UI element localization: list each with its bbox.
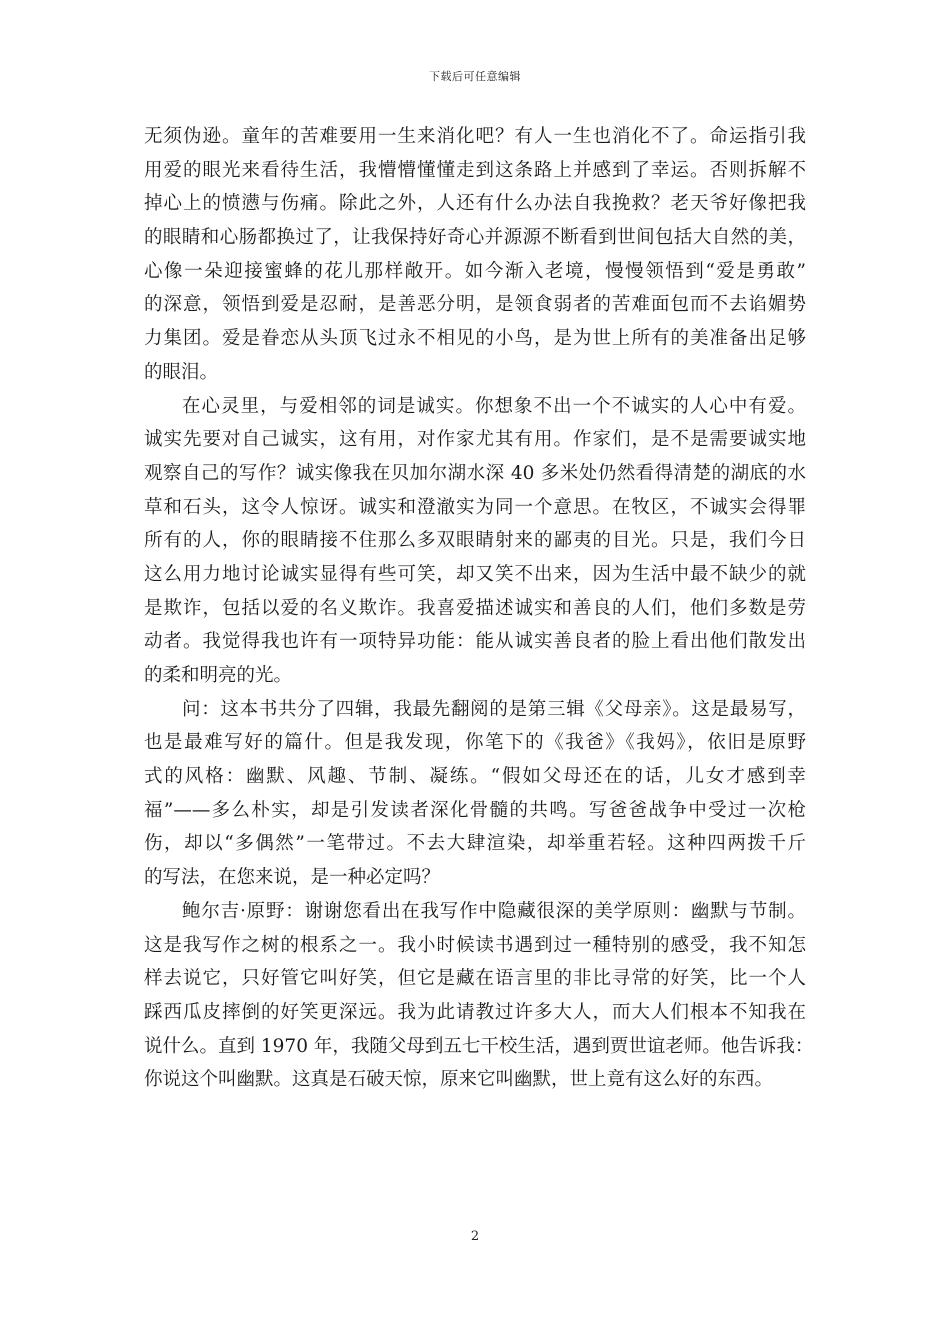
paragraph-line: 无须伪逊。童年的苦难要用一生来消化吧？有人一生也消化不了。命运指引我 [144, 126, 806, 147]
paragraph-line: 心像一朵迎接蜜蜂的花儿那样敞开。如今渐入老境，慢慢领悟到“爱是勇敢” [144, 260, 806, 282]
paragraph-line: 的眼泪。 [144, 361, 219, 383]
paragraph-line: 说什么。直到 1970 年，我随父母到五七干校生活，遇到贾世谊老师。他告诉我： [144, 1035, 814, 1057]
paragraph-line: 福”——多么朴实，却是引发读者深化骨髓的共鸣。写爸爸战争中受过一次枪 [144, 799, 806, 821]
page-number: 2 [470, 1229, 480, 1244]
paragraph-line: 用爱的眼光来看待生活，我懵懵懂懂走到这条路上并感到了幸运。否则拆解不 [144, 159, 806, 181]
paragraph-line: 诚实先要对自己诚实，这有用，对作家尤其有用。作家们，是不是需要诚实地 [144, 429, 806, 451]
document-body [144, 120, 814, 1097]
paragraph-line: 观察自己的写作？诚实像我在贝加尔湖水深 40 多米处仍然看得清楚的湖底的水 [144, 462, 806, 484]
paragraph-line: 的眼睛和心肠都换过了，让我保持好奇心并源源不断看到世间包括大自然的美， [144, 227, 806, 249]
paragraph-line: 式的风格：幽默、风趣、节制、凝练。“假如父母还在的话，儿女才感到幸 [144, 766, 806, 788]
page-header: 下载后可任意编辑 [429, 70, 521, 83]
paragraph-line: 是欺诈，包括以爱的名义欺诈。我喜爱描述诚实和善良的人们，他们多数是劳 [144, 597, 806, 619]
paragraph-line: 的柔和明亮的光。 [144, 665, 293, 686]
paragraph-line: 在心灵里，与爱相邻的词是诚实。你想象不出一个不诚实的人心中有爱。 [182, 395, 806, 417]
paragraph-line: 这是我写作之树的根系之一。我小时候读书遇到过一種特别的感受，我不知怎 [144, 934, 806, 956]
paragraph [144, 120, 806, 390]
paragraph-line: 踩西瓜皮摔倒的好笑更深远。我为此请教过许多大人，而大人们根本不知我在 [144, 1001, 806, 1023]
paragraph-line: 的深意，领悟到爱是忍耐，是善恶分明，是领食弱者的苦难面包而不去谄媚势 [144, 294, 806, 316]
paragraph-line: 动者。我觉得我也许有一项特异功能：能从诚实善良者的脸上看出他们散发出 [144, 631, 806, 653]
paragraph-line: 力集团。爱是眷恋从头顶飞过永不相见的小鸟，是为世上所有的美准备出足够 [144, 328, 806, 350]
paragraph-line: 这么用力地讨论诚实显得有些可笑，却又笑不出来，因为生活中最不缺少的就 [144, 563, 806, 585]
paragraph [144, 895, 814, 1097]
paragraph-line: 鲍尔吉·原野：谢谢您看出在我写作中隐藏很深的美学原则：幽默与节制。 [182, 900, 806, 922]
paragraph-line: 你说这个叫幽默。这真是石破天惊，原来它叫幽默，世上竟有这么好的东西。 [144, 1069, 774, 1091]
paragraph-line: 伤，却以“多偶然”一笔带过。不去大肆渲染，却举重若轻。这种四两拨千斤 [144, 833, 806, 855]
paragraph [144, 693, 806, 895]
paragraph-line: 也是最难写好的篇什。但是我发现，你笔下的《我爸》《我妈》，依旧是原野 [144, 732, 806, 754]
paragraph-line: 草和石头，这令人惊讶。诚实和澄澈实为同一个意思。在牧区，不诚实会得罪 [144, 496, 806, 518]
paragraph-line: 问：这本书共分了四辑，我最先翻阅的是第三辑《父母亲》。这是最易写， [182, 698, 806, 720]
paragraph-line: 所有的人，你的眼睛接不住那么多双眼睛射来的鄙夷的目光。只是，我们今日 [144, 530, 806, 552]
paragraph [144, 390, 806, 693]
paragraph-line: 的写法，在您来说，是一种必定吗？ [144, 867, 441, 889]
paragraph-line: 样去说它，只好管它叫好笑，但它是藏在语言里的非比寻常的好笑，比一个人 [144, 968, 806, 990]
paragraph-line: 掉心上的愤懑与伤痛。除此之外，人还有什么办法自我挽救？老天爷好像把我 [144, 193, 806, 215]
